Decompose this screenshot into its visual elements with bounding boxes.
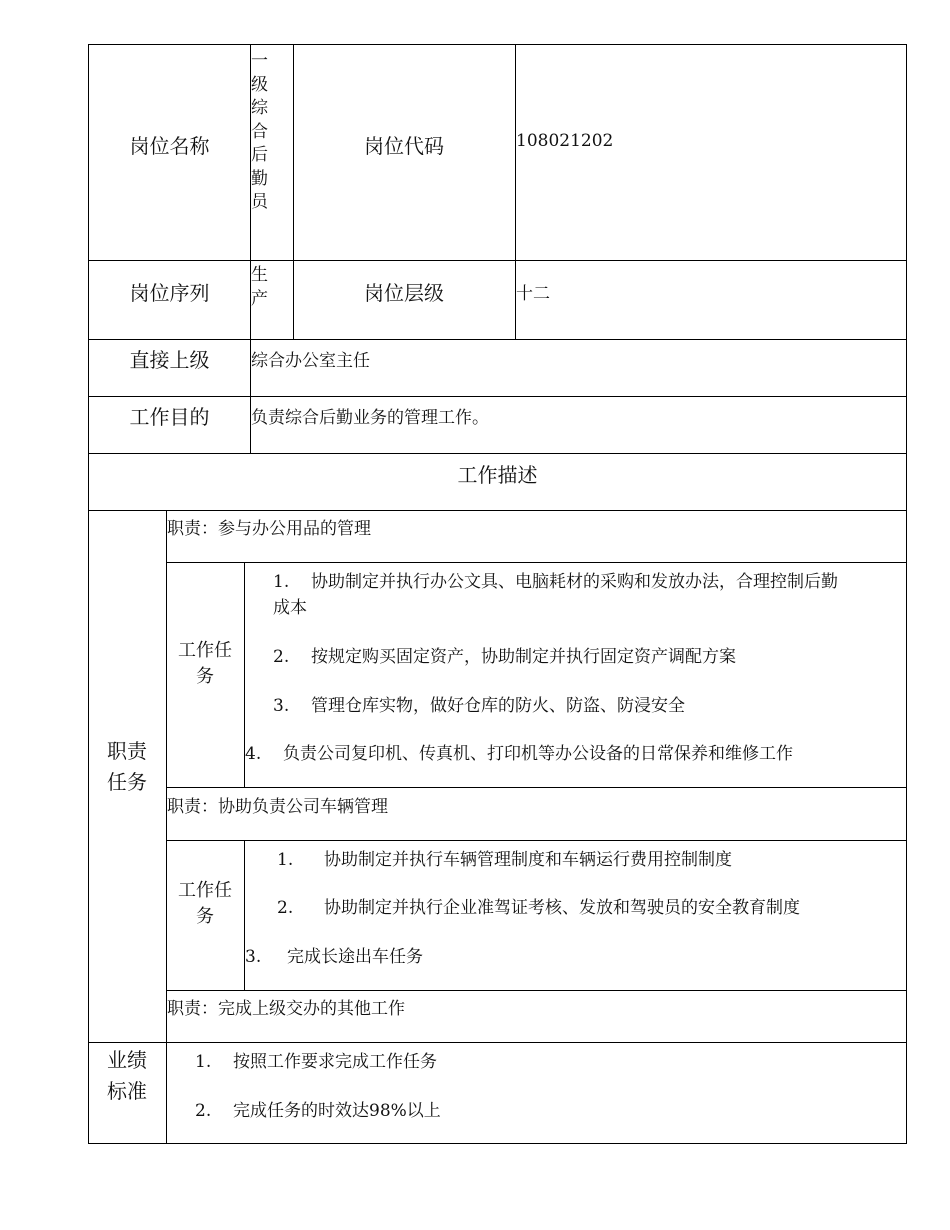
performance-item: 1. 按照工作要求完成工作任务 xyxy=(195,1052,437,1072)
work-purpose-value: 负责综合后勤业务的管理工作。 xyxy=(251,408,489,428)
task-label: 工作任 务 xyxy=(178,880,232,927)
position-name-value: 一级综合后勤员 xyxy=(251,51,268,212)
position-level-label: 岗位层级 xyxy=(364,281,444,305)
duty-title: 职责：协助负责公司车辆管理 xyxy=(167,797,388,817)
direct-superior-value: 综合办公室主任 xyxy=(251,351,370,371)
direct-superior-label: 直接上级 xyxy=(129,348,210,372)
work-purpose-label: 工作目的 xyxy=(129,405,210,429)
performance-item: 2. 完成任务的时效达98%以上 xyxy=(195,1101,441,1121)
duty-title: 职责：完成上级交办的其他工作 xyxy=(167,999,405,1019)
position-series-value: 生产 xyxy=(251,265,268,309)
task-item-continuation: 成本 xyxy=(273,598,307,618)
position-name-label: 岗位名称 xyxy=(129,134,210,158)
task-item: 2. 协助制定并执行企业准驾证考核、发放和驾驶员的安全教育制度 xyxy=(277,898,800,918)
duty-title: 职责：参与办公用品的管理 xyxy=(167,519,371,539)
task-item: 1. 协助制定并执行车辆管理制度和车辆运行费用控制制度 xyxy=(277,850,732,870)
work-description-heading: 工作描述 xyxy=(457,463,538,487)
performance-standard-label: 业绩 标准 xyxy=(107,1048,147,1103)
position-level-value: 十二 xyxy=(516,284,550,304)
task-item: 2. 按规定购买固定资产，协助制定并执行固定资产调配方案 xyxy=(273,647,736,667)
position-code-value: 108021202 xyxy=(516,131,614,151)
duties-tasks-label: 职责 任务 xyxy=(107,739,147,794)
task-label: 工作任 务 xyxy=(178,640,232,687)
task-item: 3. 完成长途出车任务 xyxy=(245,947,423,967)
task-item: 1. 协助制定并执行办公文具、电脑耗材的采购和发放办法，合理控制后勤 xyxy=(273,572,838,592)
task-item: 4. 负责公司复印机、传真机、打印机等办公设备的日常保养和维修工作 xyxy=(245,744,793,764)
position-series-label: 岗位序列 xyxy=(129,281,210,305)
position-code-label: 岗位代码 xyxy=(364,134,444,158)
task-item: 3. 管理仓库实物，做好仓库的防火、防盗、防浸安全 xyxy=(273,696,685,716)
